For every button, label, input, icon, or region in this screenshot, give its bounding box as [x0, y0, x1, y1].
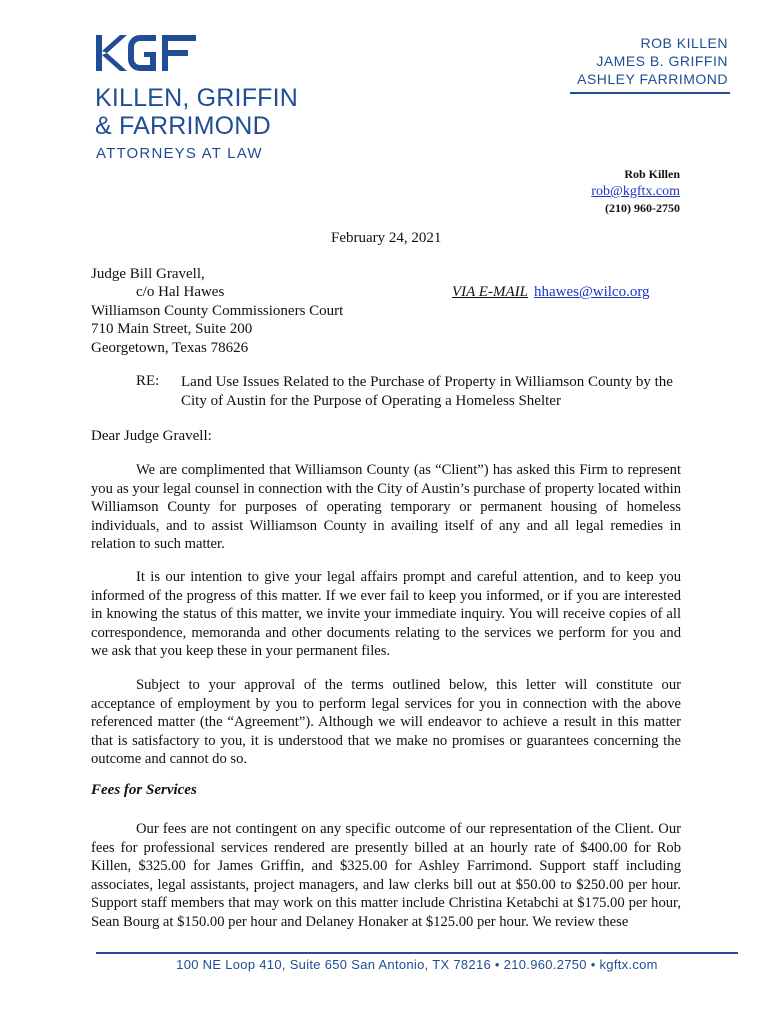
- recipient-address: [91, 265, 343, 357]
- sender-block: [591, 166, 680, 217]
- delivery-method: [452, 284, 650, 301]
- firm-subtitle: ATTORNEYS AT LAW: [96, 145, 263, 162]
- footer-address: 100 NE Loop 410, Suite 650 San Antonio, TX 78216 • 210.960.2750 • kgftx.com: [176, 957, 658, 972]
- recipient-line: Georgetown, Texas 78626: [91, 339, 249, 356]
- section-heading-fees: Fees for Services: [91, 782, 197, 798]
- firm-name: [95, 84, 298, 140]
- footer-divider: [96, 952, 738, 954]
- salutation: Dear Judge Gravell:: [91, 428, 212, 444]
- sender-email-link[interactable]: rob@kgftx.com: [591, 184, 680, 199]
- recipient-line: Williamson County Commissioners Court: [91, 302, 344, 319]
- body-paragraph: Subject to your approval of the terms outlined below, this letter will constitute our acceptance of employment by you to perform legal services for you in connection with the above referenced matter (the “Agreement”). Although we will endeavor to achieve a result in this matter that is satisfactory to you, it is understood that we make no promises or guarantees concerning the outcome and cannot do so.: [91, 677, 681, 768]
- body-paragraph: It is our intention to give your legal affairs prompt and careful attention, and to keep you informed of the progress of this matter. If we ever fail to keep you informed, or if you are interested in knowing the status of this matter, we invite your immediate inquiry. You will receive copies of all correspondence, memoranda and other documents relating to the services we perform for you and we ask that you keep these in your permanent files.: [91, 569, 681, 660]
- firm-name-line1: KILLEN, GRIFFIN: [95, 84, 299, 112]
- sender-name: Rob Killen: [624, 167, 680, 181]
- firm-logo: [96, 35, 196, 71]
- recipient-line: Judge Bill Gravell,: [91, 266, 205, 282]
- re-subject: Land Use Issues Related to the Purchase of Property in Williamson County by the City of Austin for the Purpose of Operating a Homeless Shelter: [181, 374, 673, 409]
- via-email-link[interactable]: hhawes@wilco.org: [533, 284, 650, 300]
- partner-name: ROB KILLEN: [640, 35, 728, 51]
- body-paragraph: We are complimented that Williamson County (as “Client”) has asked this Firm to represent you as your legal counsel in connection with the City of Austin’s purchase of property located within Williamson County for purposes of operating temporary or permanent housing of homeless individuals, and to assist Williamson County in availing itself of any and all legal remedies in relation to such matter.: [91, 462, 681, 553]
- partner-list: [577, 34, 728, 88]
- partner-name: ASHLEY FARRIMOND: [577, 71, 728, 87]
- sender-phone: (210) 960-2750: [605, 201, 680, 215]
- recipient-line: c/o Hal Hawes: [136, 284, 225, 301]
- partner-divider: [570, 92, 730, 94]
- partner-name: JAMES B. GRIFFIN: [596, 53, 728, 69]
- recipient-line: 710 Main Street, Suite 200: [91, 321, 253, 338]
- via-label: VIA E-MAIL: [452, 284, 528, 300]
- firm-name-line2: & FARRIMOND: [95, 112, 271, 140]
- body-paragraph: Our fees are not contingent on any specific outcome of our representation of the Client. Our fees for professional services rendered are presently billed at an hourly rate of $400.00 for Rob Killen, $325.00 for James Griffin, and $325.00 for Ashley Farrimond. Support staff including associates, legal assistants, project managers, and law clerks bill out at $50.00 to $250.00 per hour. Support staff members that may work on this matter include Christina Ketabchi at $175.00 per hour, Sean Bourg at $150.00 per hour and Delaney Honaker at $125.00 per hour. We review these: [91, 821, 681, 930]
- re-label: RE:: [136, 373, 160, 389]
- letter-date: February 24, 2021: [331, 230, 442, 246]
